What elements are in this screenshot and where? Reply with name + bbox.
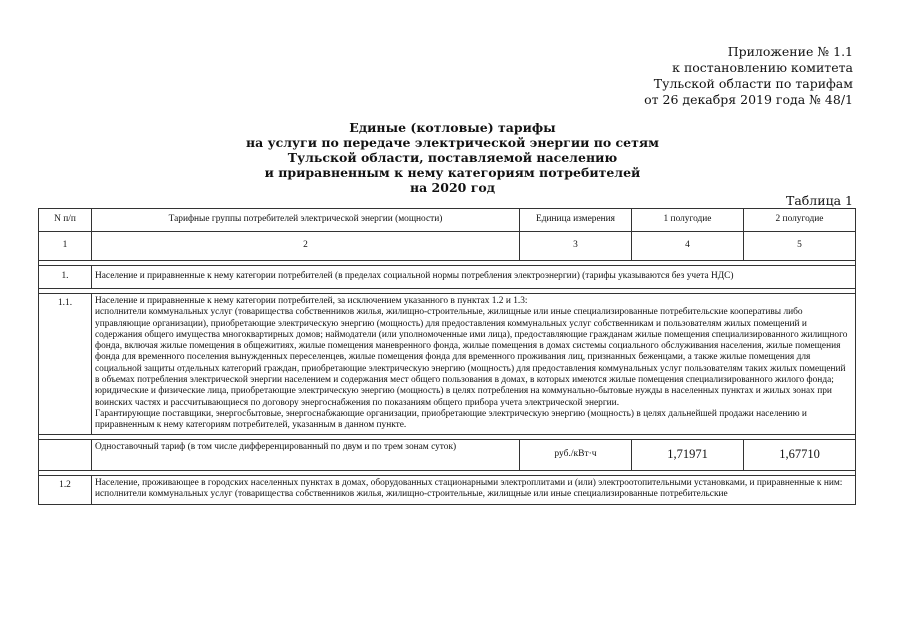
column-number: 2 <box>92 232 520 261</box>
paragraph: юридические и физические лица, приобретающие электрическую энергию (мощность) в целях потребления на коммунально-бытовые нужды в населенных пунктах и жилых зонах при воинских частях и рассчитывающиеся по договору энергоснабжения по показаниям общего прибора учета электрической энергии. <box>95 386 832 408</box>
appendix-line-4: от 26 декабря 2019 года № 48/1 <box>644 92 853 107</box>
paragraph: Население и приравненные к нему категории потребителей, за исключением указанного в пунктах 1.2 и 1.3: <box>95 296 528 306</box>
row-index: 1.1. <box>39 294 92 435</box>
appendix-line-3: Тульской области по тарифам <box>653 76 853 91</box>
paragraph: Гарантирующие поставщики, энергосбытовые, энергоснабжающие организации, приобретающие электрическую энергию (мощность) в целях дальнейшей продажи населению и приравненным к нему категориям потребителей, указанным в данном пункте. <box>95 408 807 431</box>
empty-cell <box>39 439 92 470</box>
header-groups: Тарифные группы потребителей электрической энергии (мощности) <box>92 209 520 232</box>
table-label: Таблица 1 <box>785 193 853 208</box>
title-line-4: и приравненным к нему категориям потребителей <box>264 165 641 180</box>
document-title <box>0 120 905 195</box>
appendix-line-1: Приложение № 1.1 <box>727 44 853 59</box>
column-number: 3 <box>520 232 632 261</box>
row-description: Население и приравненные к нему категории потребителей (в пределах социальной нормы потребления электроэнергии) (тарифы указываются без учета НДС) <box>92 266 856 289</box>
table-row <box>39 475 856 505</box>
header-unit: Единица измерения <box>520 209 632 232</box>
column-number-row <box>39 232 856 261</box>
tariff-value-half-1: 1,71971 <box>632 439 744 470</box>
appendix-line-2: к постановлению комитета <box>672 60 853 75</box>
title-line-1: Единые (котловые) тарифы <box>349 120 556 135</box>
title-line-3: Тульской области, поставляемой населению <box>287 150 618 165</box>
appendix-header <box>644 44 853 108</box>
paragraph: исполнители коммунальных услуг (товарищества собственников жилья, жилищно-строительные, жилищные или иные специализированные потребительские кооперативы либо управляющие организации), приобретающие электрическую энергию (мощность) для предоставления коммунальных услуг собственникам и пользователям жилых помещений и содержания общего имущества многоквартирных домов; наймодатели (или уполномоченные ими лица), предоставляющие гражданам жилые помещения специализированного жилищного фонда, включая жилые помещения в общежитиях, жилые помещения маневренного фонда, жилые помещения в домах системы социального обслуживания населения, жилые помещения фонда для временного поселения вынужденных переселенцев, жилые помещения фонда для временного проживания лиц, признанных беженцами, а также жилые помещения для социальной защиты отдельных категорий граждан, приобретающие электрическую энергию (мощность) для предоставления коммунальных услуг пользователям таких жилых помещений в объемах потребления электрической энергии населением и содержания мест общего пользования в домах, в которых имеются жилые помещения специализированного жилого фонда; <box>95 307 848 386</box>
tariff-unit: руб./кВт·ч <box>520 439 632 470</box>
table-header-row <box>39 209 856 232</box>
header-half-1: 1 полугодие <box>632 209 744 232</box>
paragraph: исполнители коммунальных услуг (товарищества собственников жилья, жилищно-строительные, жилищные или иные специализированные потребительские <box>95 488 728 499</box>
tariff-value-half-2: 1,67710 <box>744 439 856 470</box>
row-description <box>92 294 856 435</box>
row-index: 1. <box>39 266 92 289</box>
column-number: 5 <box>744 232 856 261</box>
column-number: 1 <box>39 232 92 261</box>
title-line-5: на 2020 год <box>409 180 496 195</box>
tariff-label: Одноставочный тариф (в том числе дифференцированный по двум и по трем зонам суток) <box>92 439 520 470</box>
table-row <box>39 294 856 435</box>
row-description <box>92 475 856 505</box>
tariff-row <box>39 439 856 470</box>
table-row <box>39 266 856 289</box>
header-index: N п/п <box>39 209 92 232</box>
tariff-table <box>38 208 856 505</box>
title-line-2: на услуги по передаче электрической энергии по сетям <box>246 135 659 150</box>
row-index: 1.2 <box>39 475 92 505</box>
column-number: 4 <box>632 232 744 261</box>
paragraph: Население, проживающее в городских населенных пунктах в домах, оборудованных стационарными электроплитами и (или) электроотопительными установками, и приравненные к ним: <box>95 477 843 488</box>
header-half-2: 2 полугодие <box>744 209 856 232</box>
